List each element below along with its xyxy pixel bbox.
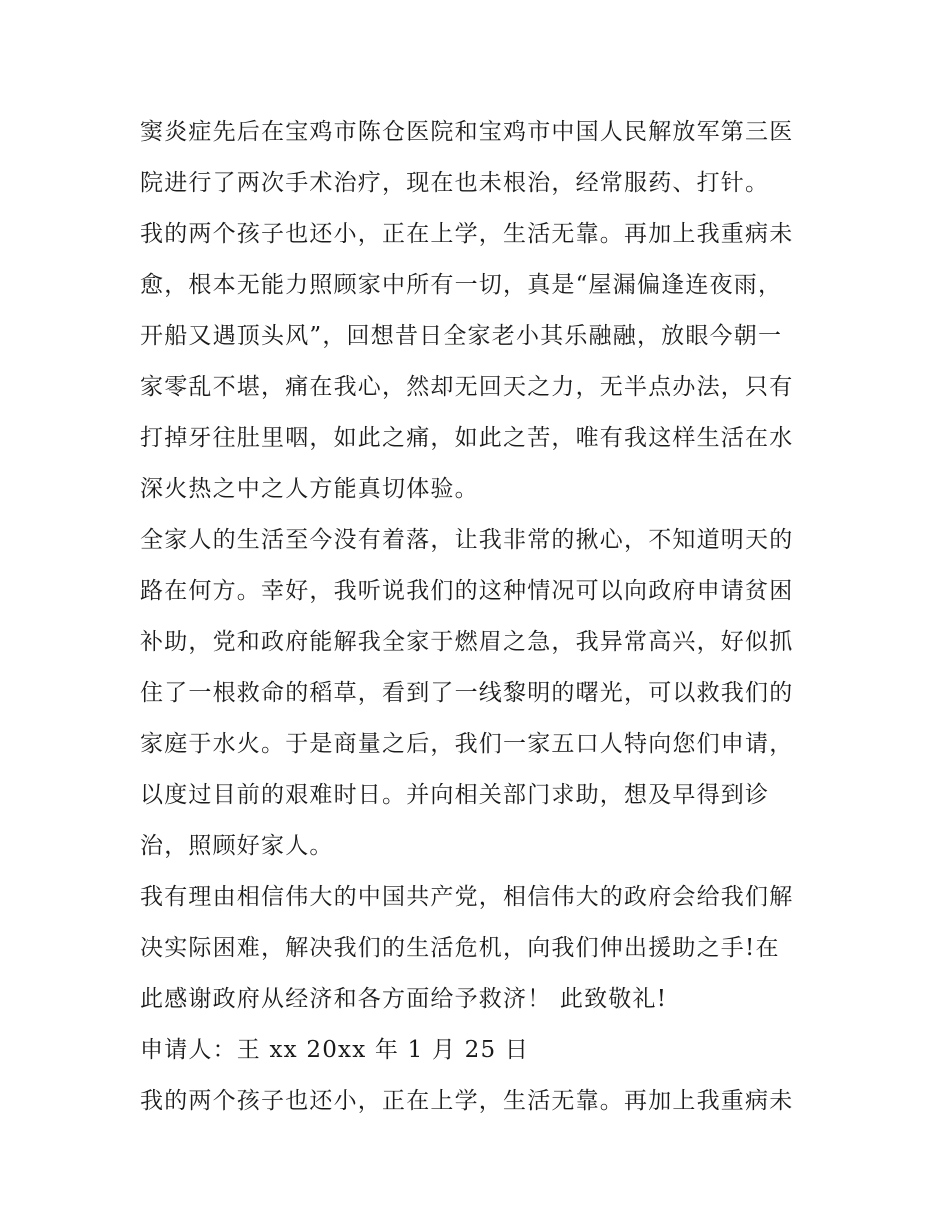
text-line: 家零乱不堪，痛在我心，然却无回天之力，无半点办法，只有 [140, 374, 794, 400]
document-body [140, 107, 820, 1127]
text-line: 以度过目前的艰难时日。并向相关部门求助，想及早得到诊 [140, 782, 770, 808]
text-line: 全家人的生活至今没有着落，让我非常的揪心，不知道明天的 [140, 527, 794, 553]
text-line: 此感谢政府从经济和各方面给予救济！ 此致敬礼! [140, 986, 668, 1012]
text-line: 家庭于水火。于是商量之后，我们一家五口人特向您们申请， [140, 731, 794, 757]
text-line: 路在何方。幸好，我听说我们的这种情况可以向政府申请贫困 [140, 578, 794, 604]
text-line: 决实际困难，解决我们的生活危机，向我们伸出援助之手!在 [140, 935, 780, 961]
text-line: 院进行了两次手术治疗，现在也未根治，经常服药、打针。 [140, 170, 770, 196]
text-line: 我有理由相信伟大的中国共产党，相信伟大的政府会给我们解 [140, 884, 794, 910]
signature-line: 申请人：王 xx 20xx 年 1 月 25 日 [140, 1037, 530, 1063]
text-line: 治，照顾好家人。 [140, 833, 334, 859]
text-line: 开船又遇顶头风”，回想昔日全家老小其乐融融，放眼今朝一 [140, 323, 783, 349]
text-line: 打掉牙往肚里咽，如此之痛，如此之苦，唯有我这样生活在水 [140, 425, 794, 451]
text-line: 住了一根救命的稻草，看到了一线黎明的曙光，可以救我们的 [140, 680, 794, 706]
text-line: 补助，党和政府能解我全家于燃眉之急，我异常高兴，好似抓 [140, 629, 794, 655]
text-line: 我的两个孩子也还小，正在上学，生活无靠。再加上我重病未 [140, 1088, 794, 1114]
text-line: 窦炎症先后在宝鸡市陈仓医院和宝鸡市中国人民解放军第三医 [140, 119, 794, 145]
text-line: 愈，根本无能力照顾家中所有一切，真是“屋漏偏逢连夜雨， [140, 272, 783, 298]
text-line: 我的两个孩子也还小，正在上学，生活无靠。再加上我重病未 [140, 221, 794, 247]
text-line: 深火热之中之人方能真切体验。 [140, 476, 479, 502]
